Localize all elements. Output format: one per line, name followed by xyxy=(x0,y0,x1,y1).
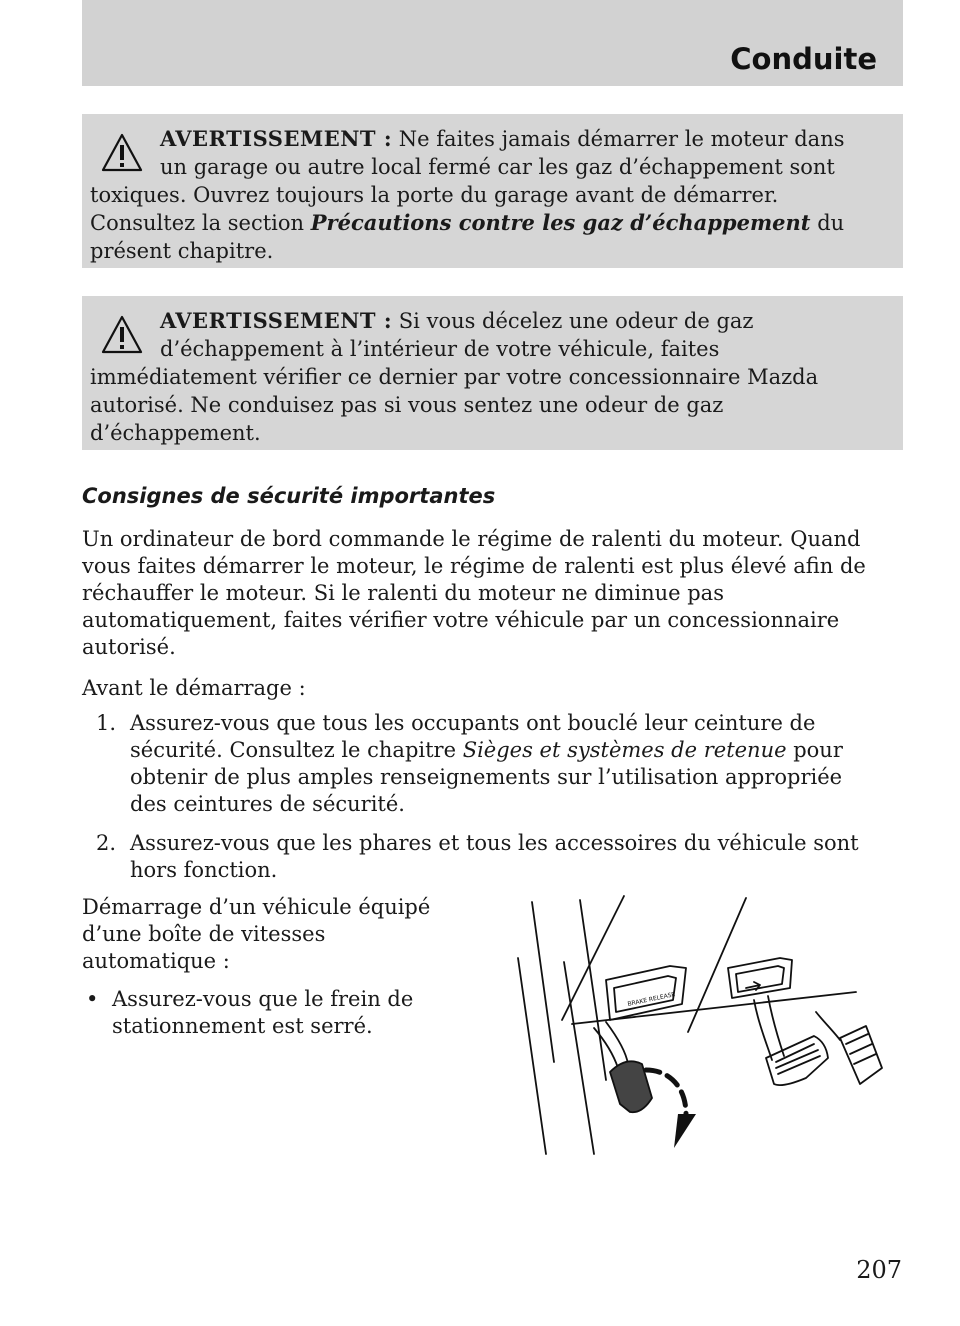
warning-label: AVERTISSEMENT : xyxy=(160,126,393,151)
list-number: 2. xyxy=(96,831,117,855)
chapter-reference: Sièges et systèmes de retenue xyxy=(462,738,787,762)
parking-brake-pedal-illustration xyxy=(510,892,890,1162)
bullet-item: • Assurez-vous que le frein de stationnement est serré. xyxy=(86,987,414,1038)
list-item: 2. Assurez-vous que les phares et tous les accessoires du véhicule sont hors fonction. xyxy=(96,831,859,882)
warning-2-line-2: d’échappement à l’intérieur de votre véhicule, faites xyxy=(160,337,720,361)
list-item: 1. Assurez-vous que tous les occupants ont bouclé leur ceinture de sécurité. Consultez le chapitre Sièges et systèmes de retenue pour obtenir de plus amples renseignements sur l’utilisation appropriée des ceintures de sécurité. xyxy=(96,711,843,816)
warning-triangle-icon xyxy=(100,132,144,174)
automatic-start-label: Démarrage d’un véhicule équipé d’une boîte de vitesses automatique : xyxy=(82,895,431,973)
section-reference: Précautions contre les gaz d’échappement xyxy=(310,210,811,235)
warning-2-line-1: AVERTISSEMENT : Si vous décelez une odeur de gaz xyxy=(160,308,754,333)
page-title: Conduite xyxy=(730,42,877,76)
warning-label: AVERTISSEMENT : xyxy=(160,308,393,333)
warning-1-line-3: toxiques. Ouvrez toujours la porte du garage avant de démarrer. xyxy=(90,183,779,207)
warning-box-2 xyxy=(82,296,903,450)
header-bar xyxy=(82,0,903,86)
warning-box-1 xyxy=(82,114,903,268)
warning-triangle-icon xyxy=(100,314,144,356)
section-heading: Consignes de sécurité importantes xyxy=(82,484,496,508)
brake-release-label: BRAKE RELEASE xyxy=(626,991,676,1008)
warning-2-line-3: immédiatement vérifier ce dernier par votre concessionnaire Mazda xyxy=(90,365,819,389)
before-start-label: Avant le démarrage : xyxy=(82,676,306,700)
list-number: 1. xyxy=(96,711,117,735)
warning-1-line-2: un garage ou autre local fermé car les gaz d’échappement sont xyxy=(160,155,835,179)
warning-1-line-5: présent chapitre. xyxy=(90,239,274,263)
page-number: 207 xyxy=(856,1256,902,1284)
intro-paragraph: Un ordinateur de bord commande le régime de ralenti du moteur. Quand vous faites démarrer le moteur, le régime de ralenti est plus élevé afin de réchauffer le moteur. Si le ralenti du moteur ne diminue pas automatiquement, faites vérifier votre véhicule par un concessionnaire autorisé. xyxy=(82,527,866,659)
warning-1-line-4: Consultez la section Précautions contre les gaz d’échappement du xyxy=(90,210,845,235)
bullet-icon: • xyxy=(86,987,99,1011)
warning-2-line-5: d’échappement. xyxy=(90,421,261,445)
warning-1-line-1: AVERTISSEMENT : Ne faites jamais démarrer le moteur dans xyxy=(160,126,845,151)
warning-2-line-4: autorisé. Ne conduisez pas si vous sentez une odeur de gaz xyxy=(90,393,724,417)
